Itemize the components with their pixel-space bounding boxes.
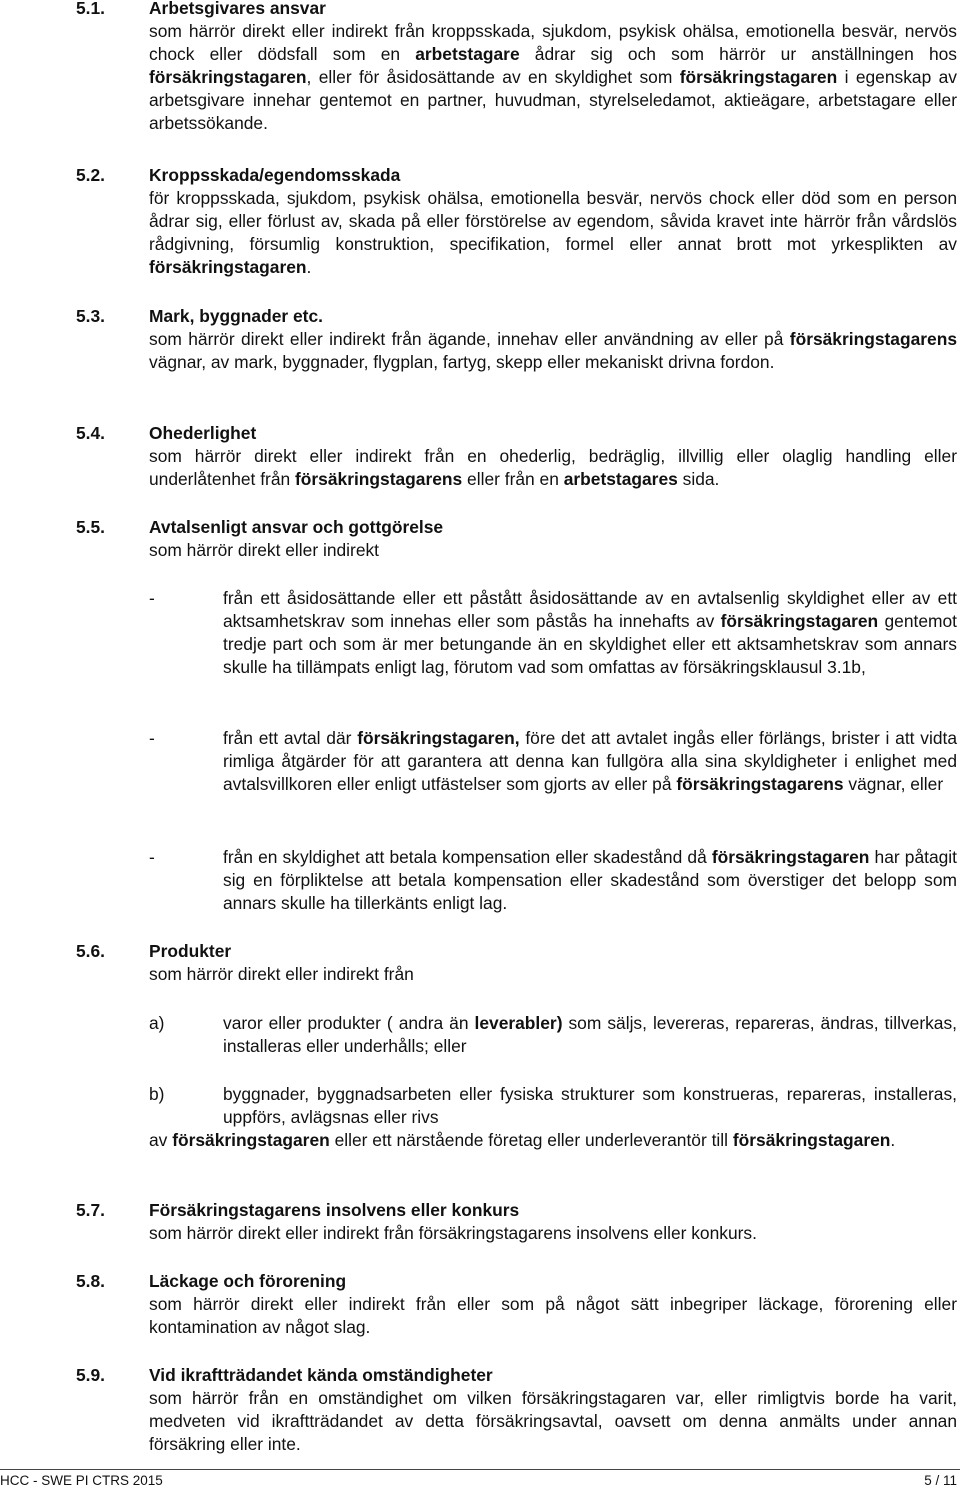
section-number: 5.6.: [76, 941, 106, 961]
list-item-text: från ett avtal där försäkringstagaren, före det att avtalet ingås eller förlängs, brister i att vidta rimliga åtgärder för att garantera att denna kan fullgöra alla sina skyldigheter i enlighet med avtalsvillkoren eller enligt utfästelser som gjorts av eller på försäkringstagarens vägnar, eller: [223, 728, 957, 794]
section-title: Läckage och förorening: [149, 1271, 347, 1291]
section-number: 5.3.: [76, 306, 106, 326]
section-intro: som härrör direkt eller indirekt från: [149, 964, 414, 984]
list-item-text: byggnader, byggnadsarbeten eller fysiska strukturer som konstrueras, repareras, installeras, uppförs, avlägsnas eller rivs: [223, 1084, 957, 1127]
list-marker: a): [149, 1013, 165, 1033]
section-title: Vid ikraftträdandet kända omständigheter: [149, 1365, 493, 1385]
section-title: Ohederlighet: [149, 423, 257, 443]
section-number: 5.5.: [76, 517, 106, 537]
section-text: för kroppsskada, sjukdom, psykisk ohälsa, emotionella besvär, nervös chock eller död som en person ådrar sig, eller förlust av, skada på eller förstörelse av egendom, såvida kravet inte härrör från vårdslös rådgivning, försumlig konstruktion, specifikation, formel eller annat brott mot yrkesplikten av försäkringstagaren.: [149, 188, 957, 277]
section-tail: [149, 1129, 957, 1152]
section-title: Avtalsenligt ansvar och gottgörelse: [149, 517, 444, 537]
section-number: 5.2.: [76, 165, 106, 185]
section-text: som härrör direkt eller indirekt från försäkringstagarens insolvens eller konkurs.: [149, 1223, 757, 1243]
section-title: Försäkringstagarens insolvens eller konkurs: [149, 1200, 520, 1220]
section-intro: som härrör direkt eller indirekt: [149, 540, 380, 560]
list-item-text: från ett åsidosättande eller ett påstått åsidosättande av en avtalsenlig skyldighet eller av ett aktsamhetskrav som innehas eller som påstås ha innehafts av försäkringstagaren gentemot tredje part och som är mer betungande än en skyldighet eller ett aktsamhetskrav som annars skulle ha tillämpats enligt lag, förutom vad som omfattas av försäkringsklausul 3.1b,: [223, 588, 958, 677]
list-marker: b): [149, 1084, 165, 1104]
section-number: 5.1.: [76, 0, 106, 18]
page-number: 5 / 11: [924, 1473, 957, 1488]
section-number: 5.9.: [76, 1365, 106, 1385]
section-text: som härrör direkt eller indirekt från en ohederlig, bedräglig, illvillig eller olaglig handling eller underlåtenhet från försäkringstagarens eller från en arbetstagares sida.: [149, 446, 957, 489]
section-text: som härrör direkt eller indirekt från eller som på något sätt inbegriper läckage, förorening eller kontamination av något slag.: [149, 1294, 957, 1337]
section-title: Mark, byggnader etc.: [149, 306, 323, 326]
section-number: 5.4.: [76, 423, 106, 443]
section-text: som härrör direkt eller indirekt från ägande, innehav eller användning av eller på försäkringstagarens vägnar, av mark, byggnader, flygplan, fartyg, skepp eller mekaniskt drivna fordon.: [149, 329, 957, 372]
section-title: Kroppsskada/egendomsskada: [149, 165, 401, 185]
section-number: 5.7.: [76, 1200, 106, 1220]
section-text: av försäkringstagaren eller ett närstående företag eller underleverantör till försäkringstagaren.: [149, 1130, 896, 1150]
section-text: som härrör direkt eller indirekt från kroppsskada, sjukdom, psykisk ohälsa, emotionella besvär, nervös chock eller dödsfall som en arbetstagare ådrar sig och som härrör ur anställningen hos försäkringstagaren, eller för åsidosättande av en skyldighet som försäkringstagaren i egenskap av arbetsgivare innehar gentemot en partner, huvudman, styrelseledamot, aktieägare, arbetstagare eller arbetssökande.: [149, 21, 957, 133]
section-title: Arbetsgivares ansvar: [149, 0, 326, 18]
footer-divider: [0, 1469, 960, 1470]
list-marker: -: [149, 588, 155, 608]
list-marker: -: [149, 847, 155, 867]
footer-document-code: HCC - SWE PI CTRS 2015: [0, 1473, 163, 1488]
list-marker: -: [149, 728, 155, 748]
section-number: 5.8.: [76, 1271, 106, 1291]
section-title: Produkter: [149, 941, 232, 961]
list-item-text: varor eller produkter ( andra än leverabler) som säljs, levereras, repareras, ändras, tillverkas, installeras eller underhålls; eller: [223, 1013, 958, 1056]
list-item-text: från en skyldighet att betala kompensation eller skadestånd då försäkringstagaren har påtagit sig en förpliktelse att betala kompensation eller skadestånd som överstiger det belopp som annars skulle ha tillerkänts enligt lag.: [223, 847, 957, 913]
section-text: som härrör från en omständighet om vilken försäkringstagaren var, eller rimligtvis borde ha varit, medveten vid ikraftträdandet av detta försäkringsavtal, oavsett om denna anmälts under annan försäkring eller inte.: [149, 1388, 957, 1454]
